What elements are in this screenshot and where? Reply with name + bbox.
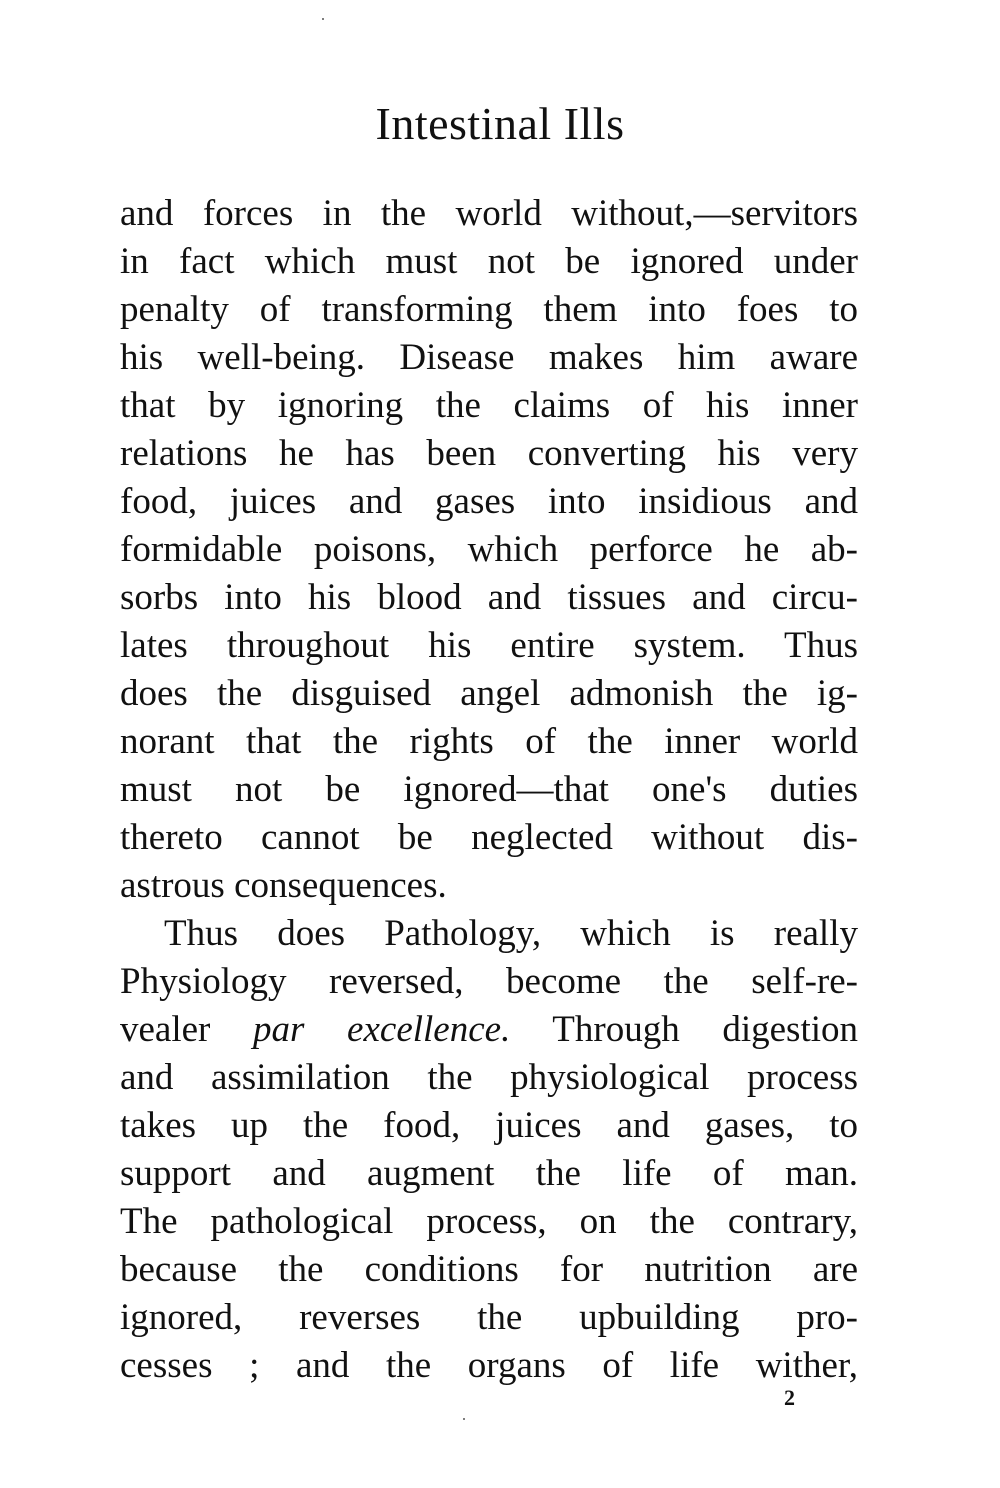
text-line-with-italic <box>120 1006 858 1054</box>
text-line: lates throughout his entire system. Thus <box>120 625 858 666</box>
print-speck <box>322 18 324 20</box>
text-line: ignored, reverses the upbuilding pro- <box>120 1297 858 1338</box>
text-line: formidable poisons, which perforce he ab- <box>120 529 858 570</box>
text-segment: Through digestion <box>510 1009 859 1050</box>
print-speck <box>463 1418 465 1420</box>
paragraph-1 <box>120 190 858 910</box>
text-line: food, juices and gases into insidious and <box>120 481 858 522</box>
text-line: thereto cannot be neglected without dis- <box>120 817 858 858</box>
text-line: cesses ; and the organs of life wither, <box>120 1345 858 1386</box>
text-line: and forces in the world without,—servitors <box>120 193 858 234</box>
text-line: that by ignoring the claims of his inner <box>120 385 858 426</box>
text-line: support and augment the life of man. <box>120 1153 858 1194</box>
text-line: his well-being. Disease makes him aware <box>120 337 858 378</box>
text-line: in fact which must not be ignored under <box>120 241 858 282</box>
text-segment: vealer <box>120 1009 254 1050</box>
text-line: relations he has been converting his very <box>120 433 858 474</box>
text-line: penalty of transforming them into foes to <box>120 289 858 330</box>
text-line: because the conditions for nutrition are <box>120 1249 858 1290</box>
paragraph-2 <box>120 910 858 1390</box>
text-line: takes up the food, juices and gases, to <box>120 1105 858 1146</box>
text-line: astrous consequences. <box>120 865 447 906</box>
text-line: and assimilation the physiological process <box>120 1057 858 1098</box>
body-text <box>120 190 858 1390</box>
text-line: Physiology reversed, become the self-re- <box>120 961 858 1002</box>
italic-phrase: par excellence. <box>253 1009 511 1050</box>
text-line: must not be ignored—that one's duties <box>120 769 858 810</box>
signature-mark: 2 <box>784 1385 795 1410</box>
text-line: norant that the rights of the inner world <box>120 721 858 762</box>
text-line: sorbs into his blood and tissues and circu- <box>120 577 858 618</box>
running-head: Intestinal Ills <box>375 98 625 149</box>
text-line: Thus does Pathology, which is really <box>164 913 858 954</box>
text-line: does the disguised angel admonish the ig- <box>120 673 858 714</box>
text-line: The pathological process, on the contrary, <box>120 1201 858 1242</box>
